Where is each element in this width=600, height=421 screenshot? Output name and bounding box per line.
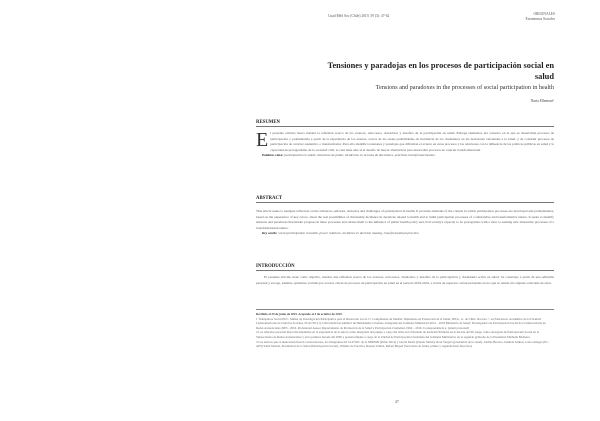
resumen-keywords: [256, 153, 554, 159]
footnote-divider: [256, 309, 554, 310]
received-note: Recibido el 29 de junio de 2019. Aceptado el 4 de octubre de 2019.: [256, 312, 343, 316]
footnote-1: 1 Trabajadora Social PUC. Máster en Investigación Participativa para el Desarrollo Local. U. Complutense de Madrid. Diplomado en Promoción de la Salud, INTA - U. de Chile. Doctora © en Educación. Académica de la Facultad Latinoamericana de Ciencias Sociales, FLACSO (1); Universidad Académica de Humanismo Cristiano. Integrante del Gabinete Ministerial 2014 – 2018 Ministerio de Salud; Investigadora de Participación Social de la Subsecretaría de Redes Asistenciales 2003 - 2016. Profesional Asesor Departamento de Promoción de la Salud y Participación Ciudadana 1992 – 2016. Correspondencia a: [email protected]: [256, 316, 546, 330]
resumen-text: l presente artículo busca instalar la reflexión acerca de los avances, retrocesos, obstáculos y desafíos de la participación en salud. Entrega elementos del contexto en el que se desarrollan procesos de participación y problematiza a partir de la experiencia de los autores, acerca de las reales posibilidades de incidencia de los ciudadanos en las decisiones vinculadas a la salud, y de construir procesos de participación de carácter sustantivo o transformador. Para ello identifica tensiones y paradojas que dificultan el avance en estos procesos y las relaciones con la influencia de las políticas públicas en salud y la capacidad de protagonismo de la sociedad civil, el cual tiene ante sí el desafío de buscar alternativas para desarrollar procesos de carácter transformacional.: [270, 131, 554, 152]
author-name: Nuria Ellemont¹: [530, 99, 554, 103]
resumen-keywords-label: Palabras clave:: [262, 153, 284, 158]
footnote-3: 3 Los autores que se mencionan fueron conversatorios, los integrantes del CLUSOC de la SEREMI (Pablo Silva) y Gloria Inesta (Puerto Montt), Rosa Vergara (presidenta de la salud), Andrés Becerra, Daniela Salinas, Luis Gallegos (Ex - APS) Sabel Moreal, Presidencia de la Salud (Participación Social), Orlando de Forestro, Raquel Urbina, Rafael Migsel (Secretaría de Salud, primer y segunda mesa directiva).: [256, 339, 550, 349]
resumen-section: [256, 120, 554, 159]
abstract-section: [256, 196, 554, 237]
section-label: [526, 12, 555, 22]
introduccion-section: [256, 264, 554, 286]
article-title: Tensiones y paradojas en los procesos de participación social en salud: [327, 61, 554, 81]
resumen-heading: RESUMEN: [256, 120, 554, 127]
abstract-keywords-label: Key words:: [262, 231, 278, 236]
abstract-heading: ABSTRACT: [256, 196, 554, 203]
abstract-text: This article seeks to instigate reflection on the advances, setbacks, obstacles and challenges of participation in health. It provides elements of the context in which participation processes are developed and problematizes, based on the experience of key actors, about the real possibilities of citizenship incidence in decisions related to health and to build participation processes of a substantive and transformative nature. It seeks to identify tensions and paradoxes that hinder progress in these processes and relates them to the influence of public health policy and civil society's capacity to be protagonists with a view to seeking new alternative processes of a transformational nature.: [256, 209, 554, 230]
page-number: 47: [395, 400, 399, 404]
footnote-2: 2 Los referidos personal más relevantemente en la experiencia de la autora como integrante del equipo a cargo del tema en la División de Atención Primaria en la década del 90, luego como encargada de Participación Social en la Subsecretaría de Redes Asistenciales y en la primera década del 2000 y posteriormente a cargo de la Unidad de Participación Ciudadana del Gabinete Ministerial, en el segundo gobierno de la Presidenta Michelle Bachelet.: [256, 330, 539, 339]
journal-citation: Cuad Méd Soc (Chile) 2019, 59 (3): 47-62: [328, 14, 390, 18]
abstract-body: [256, 209, 554, 237]
resumen-keywords-text: participación en salud, relaciones de poder, incidencia en la toma de decisiones, prácticas transformacionales.: [284, 153, 436, 158]
introduccion-text: El presente artículo tiene como objetivo, instalar una reflexión acerca de los avances, retrocesos, obstáculos y desafíos de la participación y ciudadanía activa en salud. Se construye a partir de una reflexión personal y escoge, además, opiniones vertidas por actores claves de procesos de participación en salud en el período 2016-2019, a través de espacios conversacionales en los que se reunió un conjunto relevante de ellos.: [256, 275, 554, 285]
subsection-name: Estamentos Sociales: [525, 17, 555, 21]
section-name: ORIGINALES: [533, 12, 555, 16]
article-title-english: Tensions and paradoxes in the processes of social participation in health: [375, 84, 554, 91]
abstract-keywords-text: social participation in health, power relations, incidence in decision making, transformational practice.: [278, 231, 420, 236]
dropcap-letter: E: [256, 129, 269, 151]
resumen-body: [256, 131, 554, 159]
footnotes: [256, 312, 554, 349]
introduccion-heading: INTRODUCCIÓN: [256, 264, 554, 271]
abstract-keywords: [256, 231, 554, 237]
